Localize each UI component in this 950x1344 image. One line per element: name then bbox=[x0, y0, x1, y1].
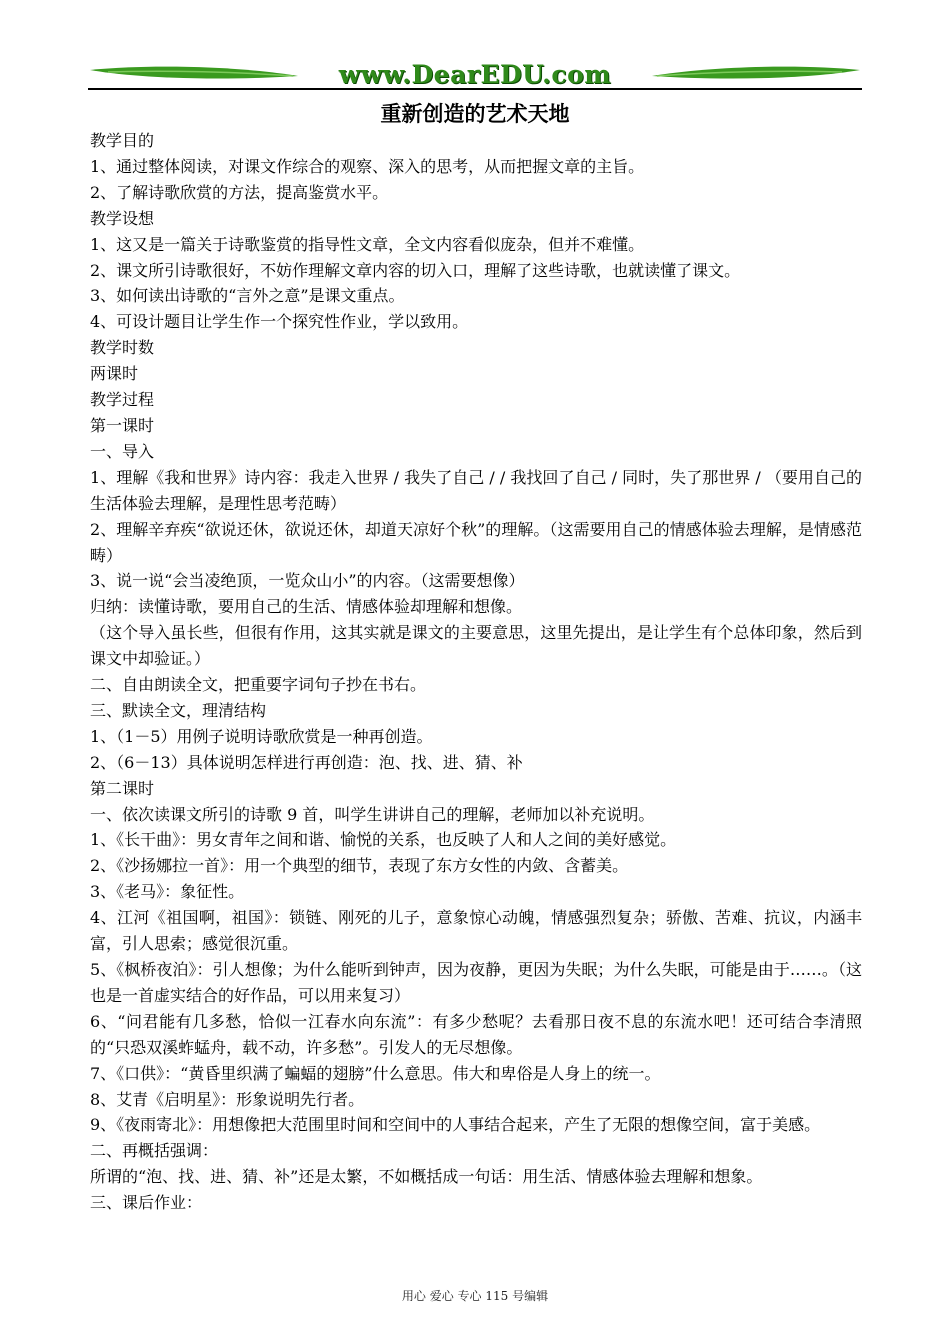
paragraph: 2、课文所引诗歌很好，不妨作理解文章内容的切入口，理解了这些诗歌，也就读懂了课文。 bbox=[90, 260, 741, 280]
paragraph: 三、课后作业： bbox=[90, 1193, 203, 1213]
page-footer: 用心 爱心 专心 115 号编辑 bbox=[401, 1289, 549, 1303]
paragraph: 9、《夜雨寄北》：用想像把大范围里时间和空间中的人事结合起来，产生了无限的想像空间，富于美感。 bbox=[90, 1115, 821, 1135]
paragraph: 二、再概括强调： bbox=[90, 1141, 219, 1161]
site-header bbox=[88, 58, 862, 98]
document-body bbox=[90, 128, 862, 1216]
paragraph: 1、这又是一篇关于诗歌鉴赏的指导性文章，全文内容看似庞杂，但并不难懂。 bbox=[90, 234, 645, 254]
paragraph: 2、（6－13）具体说明怎样进行再创造：泡、找、进、猜、补 bbox=[90, 752, 523, 772]
paragraph: 教学过程 bbox=[90, 390, 155, 410]
paragraph: 教学设想 bbox=[90, 208, 155, 228]
paragraph: 3、说一说“会当凌绝顶，一览众山小”的内容。（这需要想像） bbox=[90, 571, 525, 591]
paragraph: 教学时数 bbox=[90, 338, 155, 358]
paragraph: 二、自由朗读全文，把重要字词句子抄在书右。 bbox=[90, 675, 427, 695]
paragraph: （这个导入虽长些，但很有作用，这其实就是课文的主要意思，这里先提出，是让学生有个总体印象，然后到课文中却验证。） bbox=[90, 623, 862, 669]
paragraph: 2、理解辛弃疾“欲说还休，欲说还休，却道天凉好个秋”的理解。（这需要用自己的情感体验去理解，是情感范畴） bbox=[90, 519, 862, 565]
paragraph: 8、艾青《启明星》：形象说明先行者。 bbox=[90, 1089, 365, 1109]
paragraph: 所谓的“泡、找、进、猜、补”还是太繁，不如概括成一句话：用生活、情感体验去理解和想象。 bbox=[90, 1167, 763, 1187]
paragraph: 第二课时 bbox=[90, 778, 155, 798]
paragraph: 两课时 bbox=[90, 364, 139, 384]
paragraph: 一、导入 bbox=[90, 441, 155, 461]
paragraph: 3、如何读出诗歌的“言外之意”是课文重点。 bbox=[90, 286, 405, 306]
paragraph: 三、默读全文，理清结构 bbox=[90, 700, 267, 720]
paragraph: 4、江河《祖国啊，祖国》：锁链、刚死的儿子，意象惊心动魄，情感强烈复杂；骄傲、苦难、抗议，内涵丰富，引人思索；感觉很沉重。 bbox=[90, 908, 862, 954]
paragraph: 第一课时 bbox=[90, 415, 155, 435]
paragraph: 归纳：读懂诗歌，要用自己的生活、情感体验却理解和想像。 bbox=[90, 597, 523, 617]
paragraph: 1、通过整体阅读，对课文作综合的观察、深入的思考，从而把握文章的主旨。 bbox=[90, 156, 645, 176]
document-title: 重新创造的艺术天地 bbox=[380, 101, 570, 126]
paragraph: 1、（1－5）用例子说明诗歌欣赏是一种再创造。 bbox=[90, 726, 433, 746]
paragraph: 1、理解《我和世界》诗内容：我走入世界 / 我失了自己 / / 我找回了自己 / 同时，失了那世界 / （要用自己的生活体验去理解，是理性思考范畴） bbox=[90, 467, 862, 513]
paragraph: 2、《沙扬娜拉一首》：用一个典型的细节，表现了东方女性的内敛、含蓄美。 bbox=[90, 856, 629, 876]
paragraph: 7、《口供》：“黄昏里织满了蝙蝠的翅膀”什么意思。伟大和卑俗是人身上的统一。 bbox=[90, 1063, 661, 1083]
paragraph: 3、《老马》：象征性。 bbox=[90, 882, 245, 902]
paragraph: 一、依次读课文所引的诗歌 9 首，叫学生讲讲自己的理解，老师加以补充说明。 bbox=[90, 804, 655, 824]
paragraph: 教学目的 bbox=[90, 131, 155, 150]
site-logo: www.DearEDU.com bbox=[338, 60, 612, 89]
paragraph: 4、可设计题目让学生作一个探究性作业，学以致用。 bbox=[90, 312, 469, 332]
paragraph: 2、了解诗歌欣赏的方法，提高鉴赏水平。 bbox=[90, 182, 389, 202]
paragraph: 6、“问君能有几多愁，恰似一江春水向东流”：有多少愁呢？去看那日夜不息的东流水吧！还可结合李清照的“只恐双溪蚱蜢舟，载不动，许多愁”。引发人的无尽想像。 bbox=[90, 1011, 862, 1057]
paragraph: 1、《长干曲》：男女青年之间和谐、愉悦的关系，也反映了人和人之间的美好感觉。 bbox=[90, 830, 677, 850]
paragraph: 5、《枫桥夜泊》：引人想像；为什么能听到钟声，因为夜静，更因为失眠；为什么失眠，可能是由于……。（这也是一首虚实结合的好作品，可以用来复习） bbox=[90, 960, 862, 1005]
